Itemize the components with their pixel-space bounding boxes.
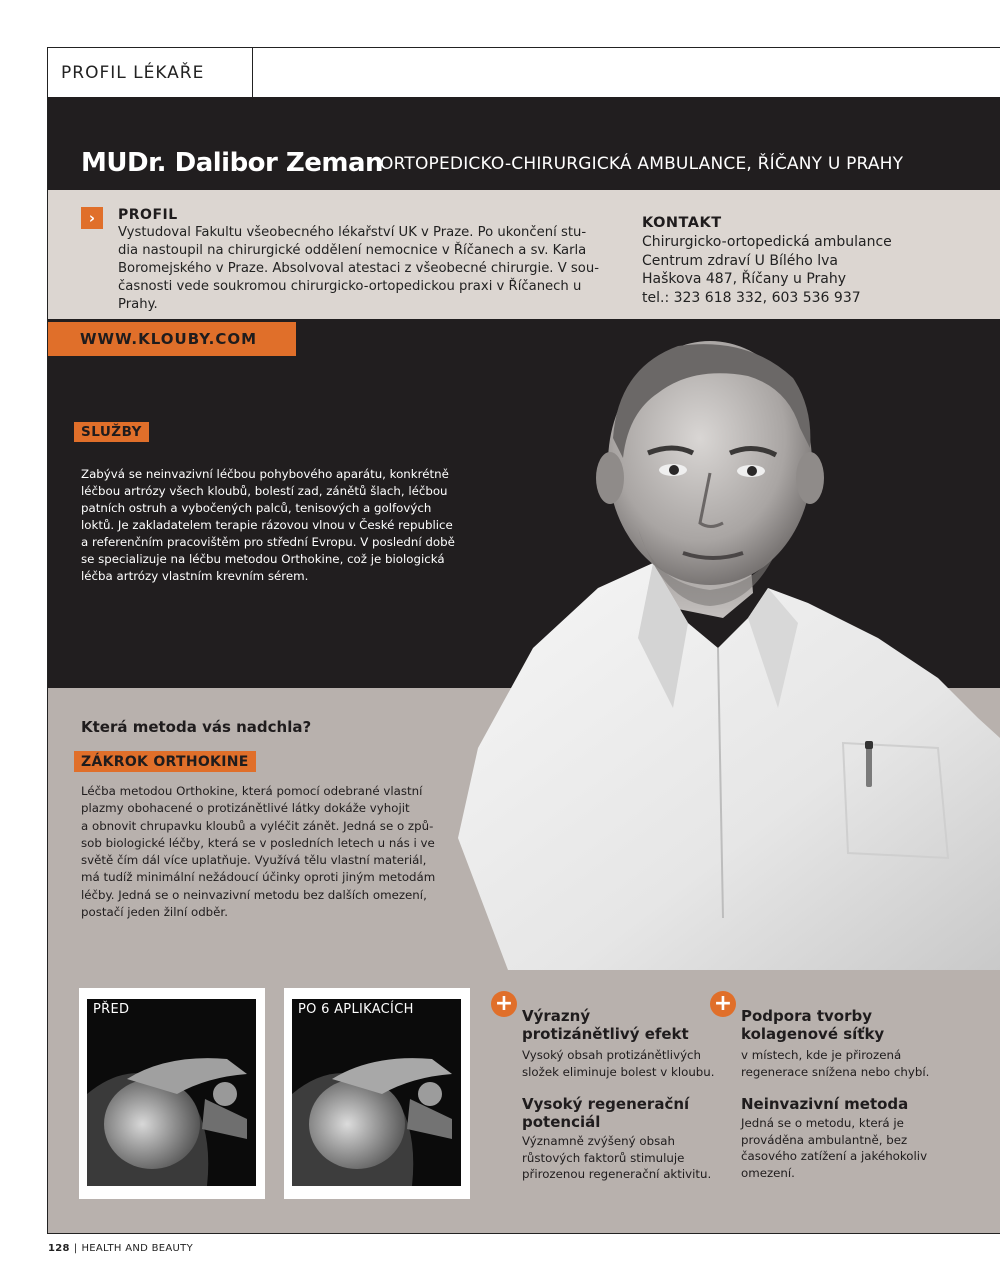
feature-title-line: Vysoký regenerační (522, 1095, 690, 1113)
kontakt-line: Chirurgicko-ortopedická ambulance (642, 234, 892, 250)
plus-icon: + (491, 991, 517, 1017)
method-line: sob biologické léčby, která se v posledních letech u nás i ve (81, 835, 435, 850)
feature-text-line: růstových faktorů stimuluje (522, 1150, 685, 1165)
xray-label: PŘED (93, 1002, 130, 1017)
xray-before (79, 988, 265, 1199)
bottom-rule (47, 1233, 1000, 1234)
method-line: plazmy obohacené o protizánětlivé látky dokáže vyhojit (81, 801, 410, 816)
website-link[interactable] (48, 322, 296, 356)
method-question: Která metoda vás nadchla? (81, 718, 312, 736)
section-label (47, 47, 253, 98)
website-text[interactable]: WWW.KLOUBY.COM (80, 330, 258, 348)
doctor-photo (448, 318, 1000, 970)
sluzby-line: Zabývá se neinvazivní léčbou pohybového aparátu, konkrétně (81, 467, 449, 481)
feature-title-line: protizánětlivý efekt (522, 1025, 689, 1043)
feature-text-line: v místech, kde je přirozená (741, 1048, 902, 1062)
xray-image (292, 999, 461, 1186)
feature-text-line: Jedná se o metodu, která je (741, 1116, 904, 1130)
kontakt-phone[interactable]: tel.: 323 618 332, 603 536 937 (642, 289, 861, 306)
footer-separator: | (73, 1243, 78, 1254)
kontakt-info (642, 233, 892, 307)
shoulder-xray-graphic (87, 999, 256, 1186)
page-number: 128 (48, 1243, 70, 1254)
profil-text (118, 224, 618, 314)
feature-text (741, 1047, 929, 1080)
xray-after (284, 988, 470, 1199)
feature-text-line: Vysoký obsah protizánětlivých (522, 1048, 702, 1062)
profil-heading: PROFIL (118, 207, 178, 223)
sluzby-line: loktů. Je zakladatelem terapie rázovou vlnou v České republice (81, 518, 453, 532)
method-line: má tudíž minimální nežádoucí účinky oproti jiným metodám (81, 870, 436, 885)
shoulder-xray-graphic (292, 999, 461, 1186)
feature-title-line: Výrazný (522, 1007, 591, 1025)
section-label-text: PROFIL LÉKAŘE (61, 62, 205, 83)
doctor-subtitle: ORTOPEDICKO-CHIRURGICKÁ AMBULANCE, ŘÍČANY U PRAHY (380, 154, 904, 174)
feature-text-line: složek eliminuje bolest v kloubu. (522, 1064, 715, 1079)
method-text (81, 783, 461, 921)
kontakt-heading: KONTAKT (642, 215, 722, 231)
sluzby-line: patních ostruh a vybočených palců, tenisových a golfových (81, 501, 432, 515)
xray-label: PO 6 APLIKACÍCH (298, 1002, 414, 1017)
feature-text-line: regenerace snížena nebo chybí. (741, 1064, 930, 1079)
feature-title-line: kolagenové síťky (741, 1025, 885, 1043)
feature-text-line: omezení. (741, 1165, 795, 1180)
feature-text (522, 1047, 715, 1080)
method-line: světě čím dál více uplatňuje. Využívá tělu vlastní materiál, (81, 853, 427, 868)
doctor-name: MUDr. Dalibor Zeman (81, 148, 384, 178)
profil-line: Vystudoval Fakultu všeobecného lékařství UK v Praze. Po ukončení stu- (118, 225, 587, 240)
sluzby-text (81, 466, 461, 585)
kontakt-line: Centrum zdraví U Bílého lva (642, 252, 838, 269)
method-line: léčby. Jedná se o neinvazivní metodu bez dalších omezení, (81, 887, 427, 902)
sluzby-line: léčba artrózy vlastním krevním sérem. (81, 569, 309, 583)
method-tag: ZÁKROK ORTHOKINE (74, 751, 256, 772)
sluzby-line: léčbou artrózy všech kloubů, bolestí zad, zánětů šlach, léčbou (81, 484, 448, 498)
feature-text-line: časového zatížení a jakéhokoliv (741, 1149, 928, 1163)
profil-line: časnosti vede soukromou chirurgicko-ortopedickou praxi v Říčanech u Prahy. (118, 279, 582, 312)
feature-text-line: Významně zvýšený obsah (522, 1134, 675, 1148)
method-line: postačí jeden žilní odběr. (81, 905, 228, 920)
feature-text-line: prováděna ambulantně, bez (741, 1132, 908, 1147)
feature-title-line: potenciál (522, 1113, 601, 1131)
page-footer (48, 1243, 193, 1254)
feature-title-line: Neinvazivní metoda (741, 1095, 909, 1113)
feature-title (741, 1095, 908, 1113)
plus-icon: + (710, 991, 736, 1017)
feature-title (522, 1095, 689, 1131)
feature-text (522, 1133, 711, 1183)
magazine-name: HEALTH AND BEAUTY (81, 1243, 193, 1254)
profil-line: dia nastoupil na chirurgické oddělení nemocnice v Říčanech a sv. Karla (118, 243, 587, 258)
sluzby-line: a referenčním pracovištěm pro střední Evropu. V poslední době (81, 535, 455, 549)
profil-line: Boromejského v Praze. Absolvoval atestaci z všeobecné chirurgie. V sou- (118, 261, 599, 276)
feature-text-line: přirozenou regenerační aktivitu. (522, 1167, 712, 1181)
feature-text (741, 1115, 927, 1181)
method-line: Léčba metodou Orthokine, která pomocí odebrané vlastní (81, 784, 423, 798)
method-line: a obnovit chrupavku kloubů a vyléčit zánět. Jedná se o způ- (81, 818, 434, 833)
feature-title (741, 1007, 884, 1043)
feature-title (522, 1007, 689, 1043)
sluzby-heading: SLUŽBY (74, 422, 149, 442)
kontakt-line: Haškova 487, Říčany u Prahy (642, 271, 847, 287)
xray-image (87, 999, 256, 1186)
feature-title-line: Podpora tvorby (741, 1007, 872, 1025)
chevron-right-icon: › (81, 207, 103, 229)
sluzby-line: se specializuje na léčbu metodou Orthokine, což je biologická (81, 552, 445, 566)
